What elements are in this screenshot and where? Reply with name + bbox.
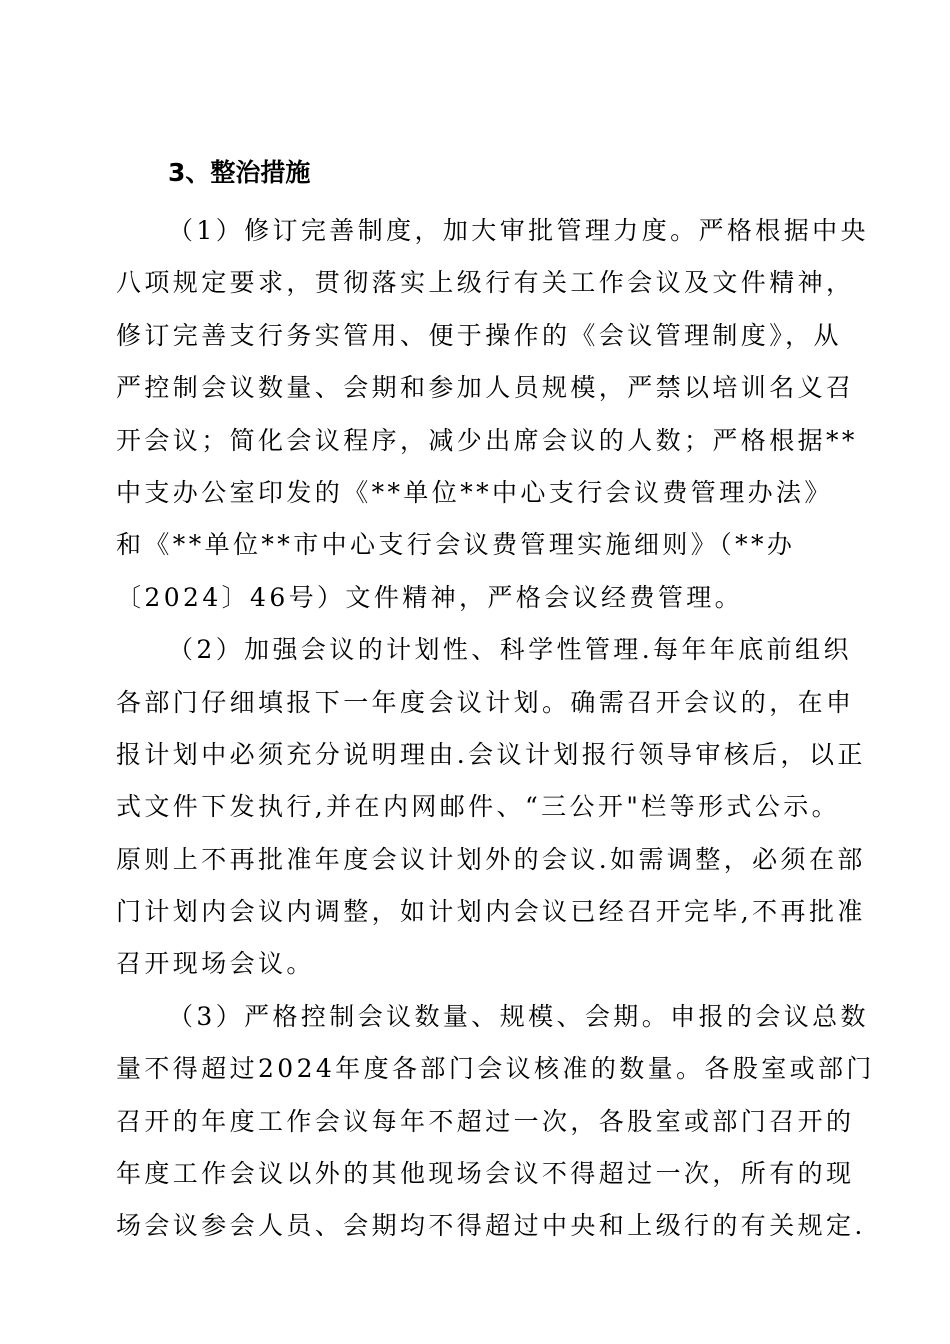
paragraph-1-line-5: 开会议；简化会议程序，减少出席会议的人数；严格根据** [116,425,858,455]
paragraph-3-line-1: （3）严格控制会议数量、规模、会期。申报的会议总数 [168,1001,869,1031]
paragraph-2-line-3: 报计划中必须充分说明理由.会议计划报行领导审核后，以正 [116,739,866,769]
paragraph-3-line-4: 年度工作会议以外的其他现场会议不得超过一次，所有的现 [116,1159,855,1189]
paragraph-2-line-7: 召开现场会议。 [116,949,315,979]
paragraph-1-line-7: 和《**单位**市中心支行会议费管理实施细则》（**办 [116,530,796,560]
paragraph-1-line-2: 八项规定要求，贯彻落实上级行有关工作会议及文件精神， [116,268,855,298]
paragraph-1-line-1: （1）修订完善制度，加大审批管理力度。严格根据中央 [168,216,869,245]
paragraph-1-line-4: 严控制会议数量、会期和参加人员规模，严禁以培训名义召 [116,373,855,403]
paragraph-2-line-1: （2）加强会议的计划性、科学性管理.每年年底前组织 [168,635,852,665]
body-text [116,205,875,1253]
paragraph-1-line-6: 中支办公室印发的《**单位**中心支行会议费管理办法》 [116,477,833,507]
paragraph-2-line-6: 门计划内会议内调整，如计划内会议已经召开完毕,不再批准 [116,897,866,927]
paragraph-3-line-2: 量不得超过2024年度各部门会议核准的数量。各股室或部门 [116,1054,875,1084]
paragraph-1-line-8: 〔2024〕46号）文件精神，严格会议经费管理。 [116,582,744,612]
paragraph-2-line-2: 各部门仔细填报下一年度会议计划。确需召开会议的，在申 [116,687,855,717]
paragraph-2-line-5: 原则上不再批准年度会议计划外的会议.如需调整，必须在部 [116,844,866,874]
paragraph-3-line-3: 召开的年度工作会议每年不超过一次，各股室或部门召开的 [116,1106,855,1136]
paragraph-2-line-4: 式文件下发执行,并在内网邮件、“三公开"栏等形式公示。 [116,792,841,822]
paragraph-3-line-5: 场会议参会人员、会期均不得超过中央和上级行的有关规定. [116,1211,866,1241]
section-heading: 3、整治措施 [168,158,311,187]
paragraph-1-line-3: 修订完善支行务实管用、便于操作的《会议管理制度》，从 [116,320,842,350]
